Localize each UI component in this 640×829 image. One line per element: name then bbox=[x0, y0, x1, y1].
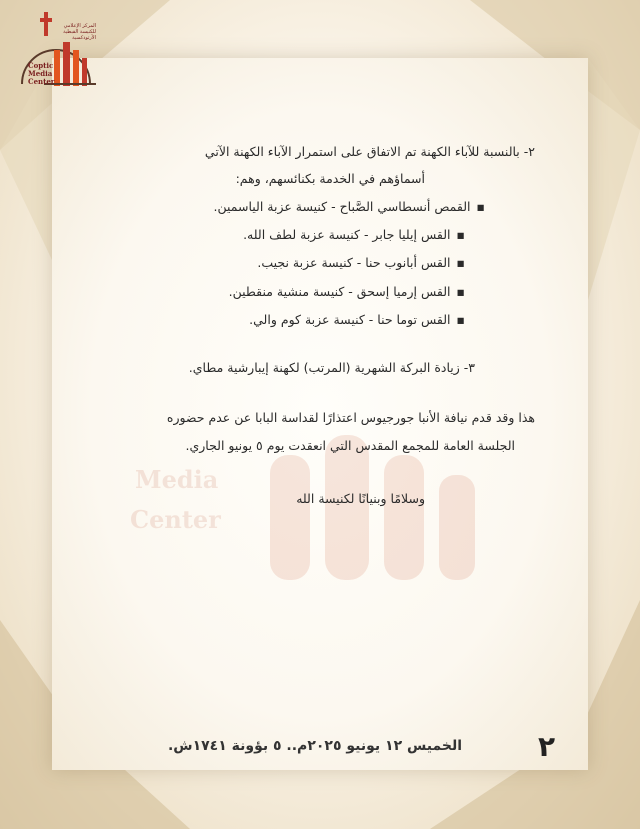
logo-english-name bbox=[28, 62, 55, 86]
item2-intro-line-2: أسماؤهم في الخدمة بكنائسهم، وهم: bbox=[235, 171, 425, 186]
priest-list-item: ▪ القس إرميا إسحق - كنيسة منشية منقطين. bbox=[229, 284, 465, 299]
logo-line-center: Center bbox=[28, 77, 55, 86]
logo-arabic-name: المركز الإعلامي للكنيسة القبطية الأرثوذكسية bbox=[63, 23, 96, 41]
footer-date: الخميس ١٢ يونيو ٢٠٢٥م.. ٥ بؤونة ١٧٤١ش. bbox=[167, 738, 463, 754]
apology-line-1: هذا وقد قدم نيافة الأنبا جورجيوس اعتذارًا لقداسة البابا عن عدم حضوره bbox=[166, 410, 535, 425]
priest-list-item: ▪ القمص أنسطاسي الصَّباح - كنيسة عزبة الياسمين. bbox=[213, 199, 485, 214]
logo-line-coptic: Coptic bbox=[28, 61, 54, 70]
logo-line-media: Media bbox=[28, 69, 53, 78]
page-number: ٢ bbox=[538, 730, 556, 763]
priest-list-item: ▪ القس توما حنا - كنيسة عزبة كوم والي. bbox=[249, 312, 465, 327]
coptic-media-center-logo bbox=[8, 6, 100, 92]
priest-list-item: ▪ القس إيليا جابر - كنيسة عزبة لطف الله. bbox=[243, 227, 465, 242]
item3-text: ٣- زيادة البركة الشهرية (المرتب) لكهنة إيبارشية مطاي. bbox=[188, 360, 475, 375]
closing-line: وسلامًا وبنيانًا لكنيسة الله bbox=[296, 491, 425, 506]
watermark-text-media: Media bbox=[135, 465, 219, 494]
apology-line-2: الجلسة العامة للمجمع المقدس التي انعقدت يوم ٥ يونيو الجاري. bbox=[185, 438, 515, 453]
watermark-text-center: Center bbox=[130, 505, 221, 534]
priest-list-item: ▪ القس أبانوب حنا - كنيسة عزبة نجيب. bbox=[257, 255, 465, 270]
item2-intro-line-1: ٢- بالنسبة للآباء الكهنة تم الاتفاق على استمرار الآباء الكهنة الآتي bbox=[204, 144, 535, 159]
